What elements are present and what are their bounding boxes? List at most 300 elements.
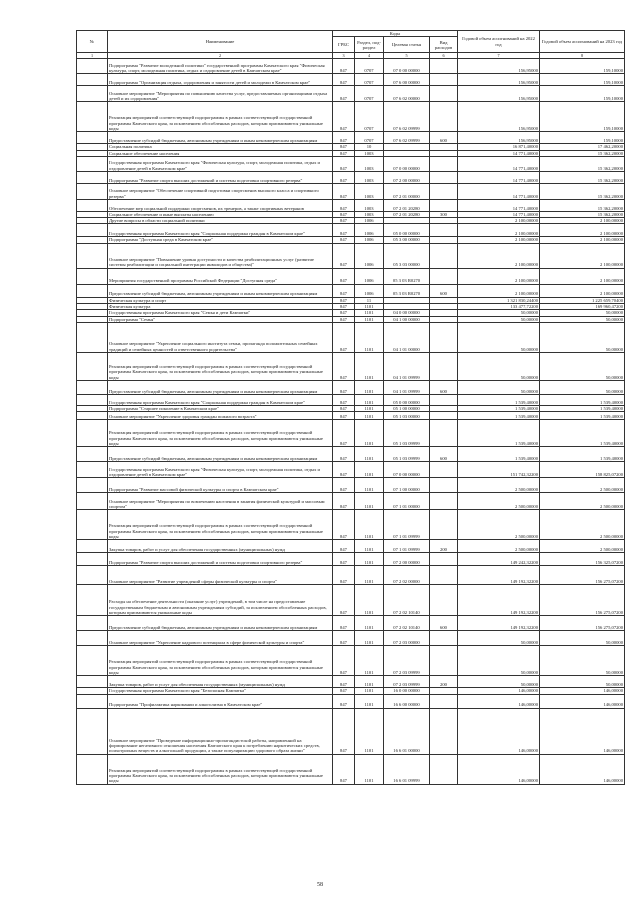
table-row — [77, 74, 625, 86]
target-cell: 07 2 01 00000 — [384, 183, 430, 199]
section-cell: 1101 — [355, 540, 384, 553]
index-cell: 7 — [458, 53, 540, 59]
grbs-cell: 847 — [333, 420, 355, 447]
volume-2022-cell: 2 100,00000 — [458, 284, 540, 297]
no-cell — [77, 676, 108, 688]
volume-2023-cell: 2 500,00000 — [540, 510, 625, 540]
volume-2022-cell: 2 100,00000 — [458, 224, 540, 237]
grbs-cell: 847 — [333, 478, 355, 493]
volume-2023-cell: 2 100,00000 — [540, 268, 625, 284]
name-cell: Закупка товаров, работ и услуг для обеспечения государственных (муниципальных) нужд — [108, 676, 333, 688]
table-row — [77, 676, 625, 688]
no-cell — [77, 510, 108, 540]
section-cell: 0707 — [355, 59, 384, 74]
volume-2023-cell: 17 462,20000 — [540, 144, 625, 150]
exp-type-cell — [430, 420, 458, 447]
name-cell: Основное мероприятие "Проведение информационно-пропагандистской работы, направленной на формирование негативного отношения населения Камчатского края к потреблению наркотических средств, психотропных веществ и алкогольной продукции, а также популяризацию здорового образа жизни" — [108, 708, 333, 754]
section-cell: 10 — [355, 144, 384, 150]
volume-2022-cell: 146,00000 — [458, 694, 540, 708]
volume-2023-cell: 159,10000 — [540, 102, 625, 132]
grbs-cell: 847 — [333, 218, 355, 224]
target-cell: 07 6 02 00000 — [384, 86, 430, 102]
grbs-cell: 847 — [333, 631, 355, 646]
volume-2022-cell: 2 500,00000 — [458, 510, 540, 540]
volume-2023-cell: 2 100,00000 — [540, 243, 625, 268]
volume-2023-cell: 50,00000 — [540, 316, 625, 322]
name-cell: Подпрограмма "Организация отдыха, оздоровления и занятости детей и молодежи в Камчатском крае" — [108, 74, 333, 86]
exp-type-cell: 300 — [430, 211, 458, 217]
no-cell — [77, 352, 108, 380]
section-cell: 1006 — [355, 268, 384, 284]
grbs-cell: 847 — [333, 688, 355, 694]
no-cell — [77, 86, 108, 102]
name-cell: Реализация мероприятий соответствующей подпрограммы в рамках соответствующей государственной программы Камчатского края, за исключением обособленных расходов, которым присваиваются уникальные коды — [108, 420, 333, 447]
grbs-cell: 847 — [333, 616, 355, 631]
volume-2022-cell: 149 192,32200 — [458, 616, 540, 631]
volume-2023-cell: 50,00000 — [540, 352, 625, 380]
name-cell: Предоставление субсидий бюджетным, автономным учреждениям и иным некоммерческим организациям — [108, 132, 333, 144]
volume-2022-cell: 14 771,40000 — [458, 171, 540, 183]
no-cell — [77, 268, 108, 284]
section-cell: 1101 — [355, 447, 384, 462]
section-cell: 1006 — [355, 224, 384, 237]
volume-2023-cell: 15 362,20000 — [540, 199, 625, 211]
no-cell — [77, 59, 108, 74]
volume-2022-cell: 2 100,00000 — [458, 218, 540, 224]
volume-2022-cell: 50,00000 — [458, 352, 540, 380]
name-cell: Подпрограмма "Развитие молодежной политики" государственной программы Камчатского края "Физическая культура, спорт, молодежная политика, отдых и оздоровление детей в Камчатском крае" — [108, 59, 333, 74]
volume-2022-cell: 50,00000 — [458, 676, 540, 688]
exp-type-cell — [430, 102, 458, 132]
section-cell: 1101 — [355, 462, 384, 478]
volume-2023-cell: 146,00000 — [540, 688, 625, 694]
exp-type-cell — [430, 322, 458, 352]
grbs-cell: 847 — [333, 646, 355, 676]
volume-2022-cell: 1 539,40000 — [458, 447, 540, 462]
volume-2023-cell: 15 362,20000 — [540, 171, 625, 183]
volume-2023-cell: 1 539,40000 — [540, 412, 625, 420]
no-cell — [77, 183, 108, 199]
volume-2022-cell: 2 100,00000 — [458, 268, 540, 284]
volume-2023-cell: 2 500,00000 — [540, 540, 625, 553]
section-cell: 1101 — [355, 412, 384, 420]
section-cell: 1101 — [355, 493, 384, 510]
grbs-cell: 847 — [333, 322, 355, 352]
no-cell — [77, 616, 108, 631]
volume-2023-cell: 2 100,00000 — [540, 284, 625, 297]
volume-2022-cell: 50,00000 — [458, 322, 540, 352]
target-cell: 07 0 00 00000 — [384, 462, 430, 478]
volume-2022-cell: 1 539,40000 — [458, 412, 540, 420]
name-cell: Основное мероприятие "Обеспечение спортивной подготовки спортсменов высокого класса и спортивного резерва" — [108, 183, 333, 199]
table-row — [77, 478, 625, 493]
table-row — [77, 199, 625, 211]
target-cell: 07 1 01 09999 — [384, 540, 430, 553]
name-cell: Основное мероприятие "Укрепление здоровья граждан пожилого возраста" — [108, 412, 333, 420]
volume-2023-cell: 2 500,00000 — [540, 493, 625, 510]
section-cell: 1101 — [355, 394, 384, 405]
target-cell: 05 1 03 09999 — [384, 447, 430, 462]
exp-type-cell — [430, 553, 458, 566]
section-cell: 1003 — [355, 183, 384, 199]
no-cell — [77, 322, 108, 352]
volume-2022-cell: 1 539,40000 — [458, 405, 540, 411]
grbs-cell: 847 — [333, 268, 355, 284]
table-row — [77, 566, 625, 585]
exp-type-cell — [430, 708, 458, 754]
grbs-cell: 847 — [333, 59, 355, 74]
name-cell: Подпрограмма "Старшее поколение в Камчатском крае" — [108, 405, 333, 411]
no-cell — [77, 447, 108, 462]
volume-2022-cell: 149 192,32200 — [458, 585, 540, 616]
volume-2023-cell: 50,00000 — [540, 676, 625, 688]
grbs-cell: 847 — [333, 150, 355, 156]
page-number: 58 — [317, 882, 323, 888]
target-cell: 07 6 00 00000 — [384, 74, 430, 86]
grbs-cell: 847 — [333, 102, 355, 132]
table-row — [77, 59, 625, 74]
section-cell: 0707 — [355, 102, 384, 132]
grbs-cell: 847 — [333, 585, 355, 616]
volume-2022-cell: 156,95000 — [458, 74, 540, 86]
name-cell: Государственная программа Камчатского края "Семья и дети Камчатки" — [108, 310, 333, 316]
exp-type-cell: 600 — [430, 616, 458, 631]
section-cell: 1101 — [355, 380, 384, 394]
target-cell: 04 1 01 09999 — [384, 380, 430, 394]
section-cell: 1101 — [355, 754, 384, 784]
volume-2023-cell: 156 275,07200 — [540, 585, 625, 616]
target-cell: 07 2 03 09999 — [384, 646, 430, 676]
volume-2023-cell: 50,00000 — [540, 322, 625, 352]
grbs-cell: 847 — [333, 352, 355, 380]
volume-2023-cell: 2 500,00000 — [540, 478, 625, 493]
table-row — [77, 585, 625, 616]
section-cell: 1101 — [355, 352, 384, 380]
header-grbs: ГРБС — [333, 37, 355, 53]
name-cell: Подпрограмма "Семья" — [108, 316, 333, 322]
name-cell: Реализация мероприятий соответствующей подпрограммы в рамках соответствующей государственной программы Камчатского края, за исключением обособленных расходов, которым присваиваются уникальные коды — [108, 754, 333, 784]
exp-type-cell: 600 — [430, 447, 458, 462]
exp-type-cell — [430, 754, 458, 784]
grbs-cell: 847 — [333, 86, 355, 102]
grbs-cell: 847 — [333, 156, 355, 171]
index-cell: 4 — [355, 53, 384, 59]
exp-type-cell — [430, 243, 458, 268]
grbs-cell: 847 — [333, 316, 355, 322]
volume-2022-cell: 151 742,32200 — [458, 462, 540, 478]
target-cell: 16 6 00 00000 — [384, 694, 430, 708]
header-target: Целевая статья — [384, 37, 430, 53]
volume-2022-cell: 1 321 830,24400 — [458, 297, 540, 303]
target-cell: 05 3 03 00000 — [384, 243, 430, 268]
volume-2023-cell: 156 325,07200 — [540, 553, 625, 566]
exp-type-cell — [430, 171, 458, 183]
name-cell: Подпрограмма "Развитие массовой физической культуры и спорта в Камчатском крае" — [108, 478, 333, 493]
table-row — [77, 394, 625, 405]
exp-type-cell: 600 — [430, 380, 458, 394]
section-cell: 1101 — [355, 310, 384, 316]
table-row — [77, 510, 625, 540]
target-cell: 05 0 00 00000 — [384, 224, 430, 237]
target-cell: 05 1 03 09999 — [384, 420, 430, 447]
volume-2022-cell: 2 100,00000 — [458, 237, 540, 243]
target-cell: 05 3 00 00000 — [384, 237, 430, 243]
target-cell: 04 1 01 09999 — [384, 352, 430, 380]
name-cell: Основное мероприятие "Укрепление социального института семьи, пропаганда положительных семейных традиций и семейных ценностей и ответственного родительства" — [108, 322, 333, 352]
no-cell — [77, 478, 108, 493]
name-cell: Основное мероприятие "Мероприятия по повышению качества услуг, предоставляемых организациями отдыха детей и их оздоровления" — [108, 86, 333, 102]
volume-2023-cell: 158 825,07200 — [540, 462, 625, 478]
volume-2023-cell: 146,00000 — [540, 754, 625, 784]
volume-2023-cell: 1 539,40000 — [540, 420, 625, 447]
index-cell: 3 — [333, 53, 355, 59]
name-cell: Мероприятия государственной программы Российской Федерации "Доступная среда" — [108, 268, 333, 284]
target-cell: 16 6 01 00000 — [384, 708, 430, 754]
volume-2022-cell: 133 477,72200 — [458, 304, 540, 310]
volume-2023-cell: 2 100,00000 — [540, 218, 625, 224]
exp-type-cell — [430, 412, 458, 420]
section-cell: 1101 — [355, 405, 384, 411]
exp-type-cell — [430, 352, 458, 380]
volume-2023-cell: 159,10000 — [540, 132, 625, 144]
target-cell: 07 1 01 09999 — [384, 510, 430, 540]
exp-type-cell — [430, 59, 458, 74]
no-cell — [77, 708, 108, 754]
index-cell: 8 — [540, 53, 625, 59]
grbs-cell: 847 — [333, 493, 355, 510]
table-row — [77, 447, 625, 462]
volume-2022-cell: 50,00000 — [458, 646, 540, 676]
table-row — [77, 268, 625, 284]
target-cell: 04 1 00 00000 — [384, 316, 430, 322]
no-cell — [77, 394, 108, 405]
name-cell: Государственная программа Камчатского края "Физическая культура, спорт, молодежная политика, отдых и оздоровление детей в Камчатском крае" — [108, 462, 333, 478]
volume-2022-cell: 14 771,40000 — [458, 156, 540, 171]
name-cell: Закупка товаров, работ и услуг для обеспечения государственных (муниципальных) нужд — [108, 540, 333, 553]
name-cell: Социальное обеспечение населения — [108, 150, 333, 156]
volume-2023-cell: 50,00000 — [540, 631, 625, 646]
section-cell: 1003 — [355, 150, 384, 156]
name-cell: Подпрограмма "Развитие спорта высших достижений и системы подготовки спортивного резерва" — [108, 171, 333, 183]
grbs-cell: 847 — [333, 144, 355, 150]
no-cell — [77, 462, 108, 478]
name-cell: Основное мероприятие "Развитие учреждений сферы физической культуры и спорта" — [108, 566, 333, 585]
grbs-cell: 847 — [333, 540, 355, 553]
no-cell — [77, 224, 108, 237]
volume-2023-cell: 1 225 659,70400 — [540, 297, 625, 303]
volume-2023-cell: 50,00000 — [540, 310, 625, 316]
volume-2022-cell: 149 242,32200 — [458, 553, 540, 566]
name-cell: Государственная программа Камчатского края "Физическая культура, спорт, молодежная политика, отдых и оздоровление детей в Камчатском крае" — [108, 156, 333, 171]
no-cell — [77, 199, 108, 211]
exp-type-cell: 200 — [430, 540, 458, 553]
section-cell: 0707 — [355, 74, 384, 86]
name-cell: Подпрограмма "Доступная среда в Камчатском крае" — [108, 237, 333, 243]
section-cell: 1101 — [355, 585, 384, 616]
name-cell: Государственная программа Камчатского края "Социальная поддержка граждан в Камчатском крае" — [108, 394, 333, 405]
grbs-cell: 847 — [333, 74, 355, 86]
name-cell: Предоставление субсидий бюджетным, автономным учреждениям и иным некоммерческим организациям — [108, 380, 333, 394]
grbs-cell: 847 — [333, 199, 355, 211]
volume-2023-cell: 169 960,47200 — [540, 304, 625, 310]
target-cell: 07 1 00 00000 — [384, 478, 430, 493]
volume-2023-cell: 156 275,07200 — [540, 616, 625, 631]
volume-2022-cell: 14 771,40000 — [458, 199, 540, 211]
target-cell: 07 0 00 00000 — [384, 59, 430, 74]
exp-type-cell — [430, 631, 458, 646]
table-row — [77, 553, 625, 566]
name-cell: Физическая культура и спорт — [108, 297, 333, 303]
volume-2022-cell: 146,00000 — [458, 754, 540, 784]
target-cell: 07 6 02 09999 — [384, 102, 430, 132]
volume-2022-cell: 14 771,40000 — [458, 211, 540, 217]
target-cell: 07 2 00 00000 — [384, 553, 430, 566]
section-cell: 1006 — [355, 237, 384, 243]
target-cell: 07 2 01 20280 — [384, 199, 430, 211]
exp-type-cell — [430, 510, 458, 540]
exp-type-cell — [430, 74, 458, 86]
no-cell — [77, 754, 108, 784]
target-cell: 05 0 00 00000 — [384, 394, 430, 405]
grbs-cell: 847 — [333, 224, 355, 237]
section-cell: 0707 — [355, 132, 384, 144]
volume-2022-cell: 146,00000 — [458, 708, 540, 754]
name-cell: Подпрограмма "Развитие спорта высших достижений и системы подготовки спортивного резерва" — [108, 553, 333, 566]
section-cell: 1101 — [355, 694, 384, 708]
volume-2023-cell: 1 539,40000 — [540, 394, 625, 405]
section-cell: 1101 — [355, 553, 384, 566]
volume-2022-cell: 156,95000 — [458, 59, 540, 74]
volume-2022-cell: 14 771,40000 — [458, 150, 540, 156]
target-cell: 04 0 00 00000 — [384, 310, 430, 316]
volume-2023-cell: 159,10000 — [540, 86, 625, 102]
target-cell: 07 6 02 09999 — [384, 132, 430, 144]
no-cell — [77, 284, 108, 297]
volume-2022-cell: 50,00000 — [458, 316, 540, 322]
exp-type-cell — [430, 183, 458, 199]
grbs-cell: 847 — [333, 310, 355, 316]
table-row — [77, 224, 625, 237]
name-cell: Реализация мероприятий соответствующей подпрограммы в рамках соответствующей государственной программы Камчатского края, за исключением обособленных расходов, которым присваиваются уникальные коды — [108, 646, 333, 676]
target-cell: 07 2 03 00000 — [384, 631, 430, 646]
table-body — [77, 59, 625, 784]
grbs-cell: 847 — [333, 676, 355, 688]
section-cell: 1006 — [355, 218, 384, 224]
target-cell: 16 0 00 00000 — [384, 688, 430, 694]
volume-2023-cell: 50,00000 — [540, 646, 625, 676]
target-cell: 05 3 03 R0270 — [384, 284, 430, 297]
volume-2023-cell: 1 539,40000 — [540, 405, 625, 411]
target-cell: 05 3 03 R0270 — [384, 268, 430, 284]
exp-type-cell — [430, 478, 458, 493]
exp-type-cell — [430, 86, 458, 102]
no-cell — [77, 631, 108, 646]
volume-2022-cell: 2 100,00000 — [458, 243, 540, 268]
name-cell: Реализация мероприятий соответствующей подпрограммы в рамках соответствующей государственной программы Камчатского края, за исключением обособленных расходов, которым присваиваются уникальные коды — [108, 352, 333, 380]
volume-2023-cell: 15 362,20000 — [540, 211, 625, 217]
target-cell: 04 1 01 00000 — [384, 322, 430, 352]
table-row — [77, 646, 625, 676]
no-cell — [77, 171, 108, 183]
table-row — [77, 132, 625, 144]
grbs-cell: 847 — [333, 211, 355, 217]
table-row — [77, 352, 625, 380]
volume-2022-cell: 146,00000 — [458, 688, 540, 694]
table-row — [77, 322, 625, 352]
volume-2023-cell: 15 362,20000 — [540, 150, 625, 156]
index-cell: 6 — [430, 53, 458, 59]
table-row — [77, 420, 625, 447]
table-row — [77, 616, 625, 631]
grbs-cell: 847 — [333, 284, 355, 297]
name-cell: Социальное обеспечение и иные выплаты населению — [108, 211, 333, 217]
no-cell — [77, 493, 108, 510]
exp-type-cell — [430, 646, 458, 676]
grbs-cell: 847 — [333, 553, 355, 566]
section-cell: 1101 — [355, 688, 384, 694]
section-cell: 1006 — [355, 243, 384, 268]
name-cell: Предоставление субсидий бюджетным, автономным учреждениям и иным некоммерческим организациям — [108, 616, 333, 631]
index-cell: 1 — [77, 53, 108, 59]
table-row — [77, 708, 625, 754]
target-cell: 07 0 00 00000 — [384, 156, 430, 171]
no-cell — [77, 412, 108, 420]
target-cell: 07 2 02 10140 — [384, 616, 430, 631]
table-row — [77, 540, 625, 553]
table-row — [77, 462, 625, 478]
index-cell: 2 — [108, 53, 333, 59]
section-cell: 1101 — [355, 566, 384, 585]
exp-type-cell — [430, 694, 458, 708]
grbs-cell: 847 — [333, 237, 355, 243]
target-cell: 07 2 02 00000 — [384, 566, 430, 585]
target-cell: 07 2 00 00000 — [384, 171, 430, 183]
header-name: Наименование — [108, 31, 333, 53]
table-row — [77, 754, 625, 784]
name-cell: Основное мероприятие "Мероприятия по вовлечению населения в занятия физической культурой и массовым спортом" — [108, 493, 333, 510]
volume-2023-cell: 156 275,07200 — [540, 566, 625, 585]
section-cell: 1101 — [355, 708, 384, 754]
grbs-cell: 847 — [333, 297, 355, 303]
volume-2022-cell: 2 500,00000 — [458, 540, 540, 553]
section-cell: 1101 — [355, 510, 384, 540]
section-cell: 1101 — [355, 646, 384, 676]
budget-table — [76, 30, 625, 785]
name-cell: Подпрограмма "Профилактика наркомании и алкоголизма в Камчатском крае" — [108, 694, 333, 708]
exp-type-cell — [430, 199, 458, 211]
header-section: Раздел, под-раздел — [355, 37, 384, 53]
target-cell: 05 1 00 00000 — [384, 405, 430, 411]
no-cell — [77, 420, 108, 447]
section-cell: 1006 — [355, 284, 384, 297]
name-cell: Предоставление субсидий бюджетным, автономным учреждениям и иным некоммерческим организациям — [108, 447, 333, 462]
name-cell: Государственная программа Камчатского края "Социальная поддержка граждан в Камчатском крае" — [108, 224, 333, 237]
header-codes: Коды — [333, 31, 458, 37]
no-cell — [77, 694, 108, 708]
exp-type-cell — [430, 394, 458, 405]
no-cell — [77, 74, 108, 86]
exp-type-cell — [430, 566, 458, 585]
grbs-cell: 847 — [333, 412, 355, 420]
table-row — [77, 631, 625, 646]
volume-2022-cell: 149 192,32200 — [458, 566, 540, 585]
target-cell: 07 1 01 00000 — [384, 493, 430, 510]
grbs-cell: 847 — [333, 171, 355, 183]
grbs-cell: 847 — [333, 694, 355, 708]
header-volume-2022: Годовой объем ассигнований на 2022 год — [458, 31, 540, 53]
section-cell: 1101 — [355, 676, 384, 688]
name-cell: Основное мероприятие "Укрепление кадрового потенциала в сфере физической культуры и спорта" — [108, 631, 333, 646]
